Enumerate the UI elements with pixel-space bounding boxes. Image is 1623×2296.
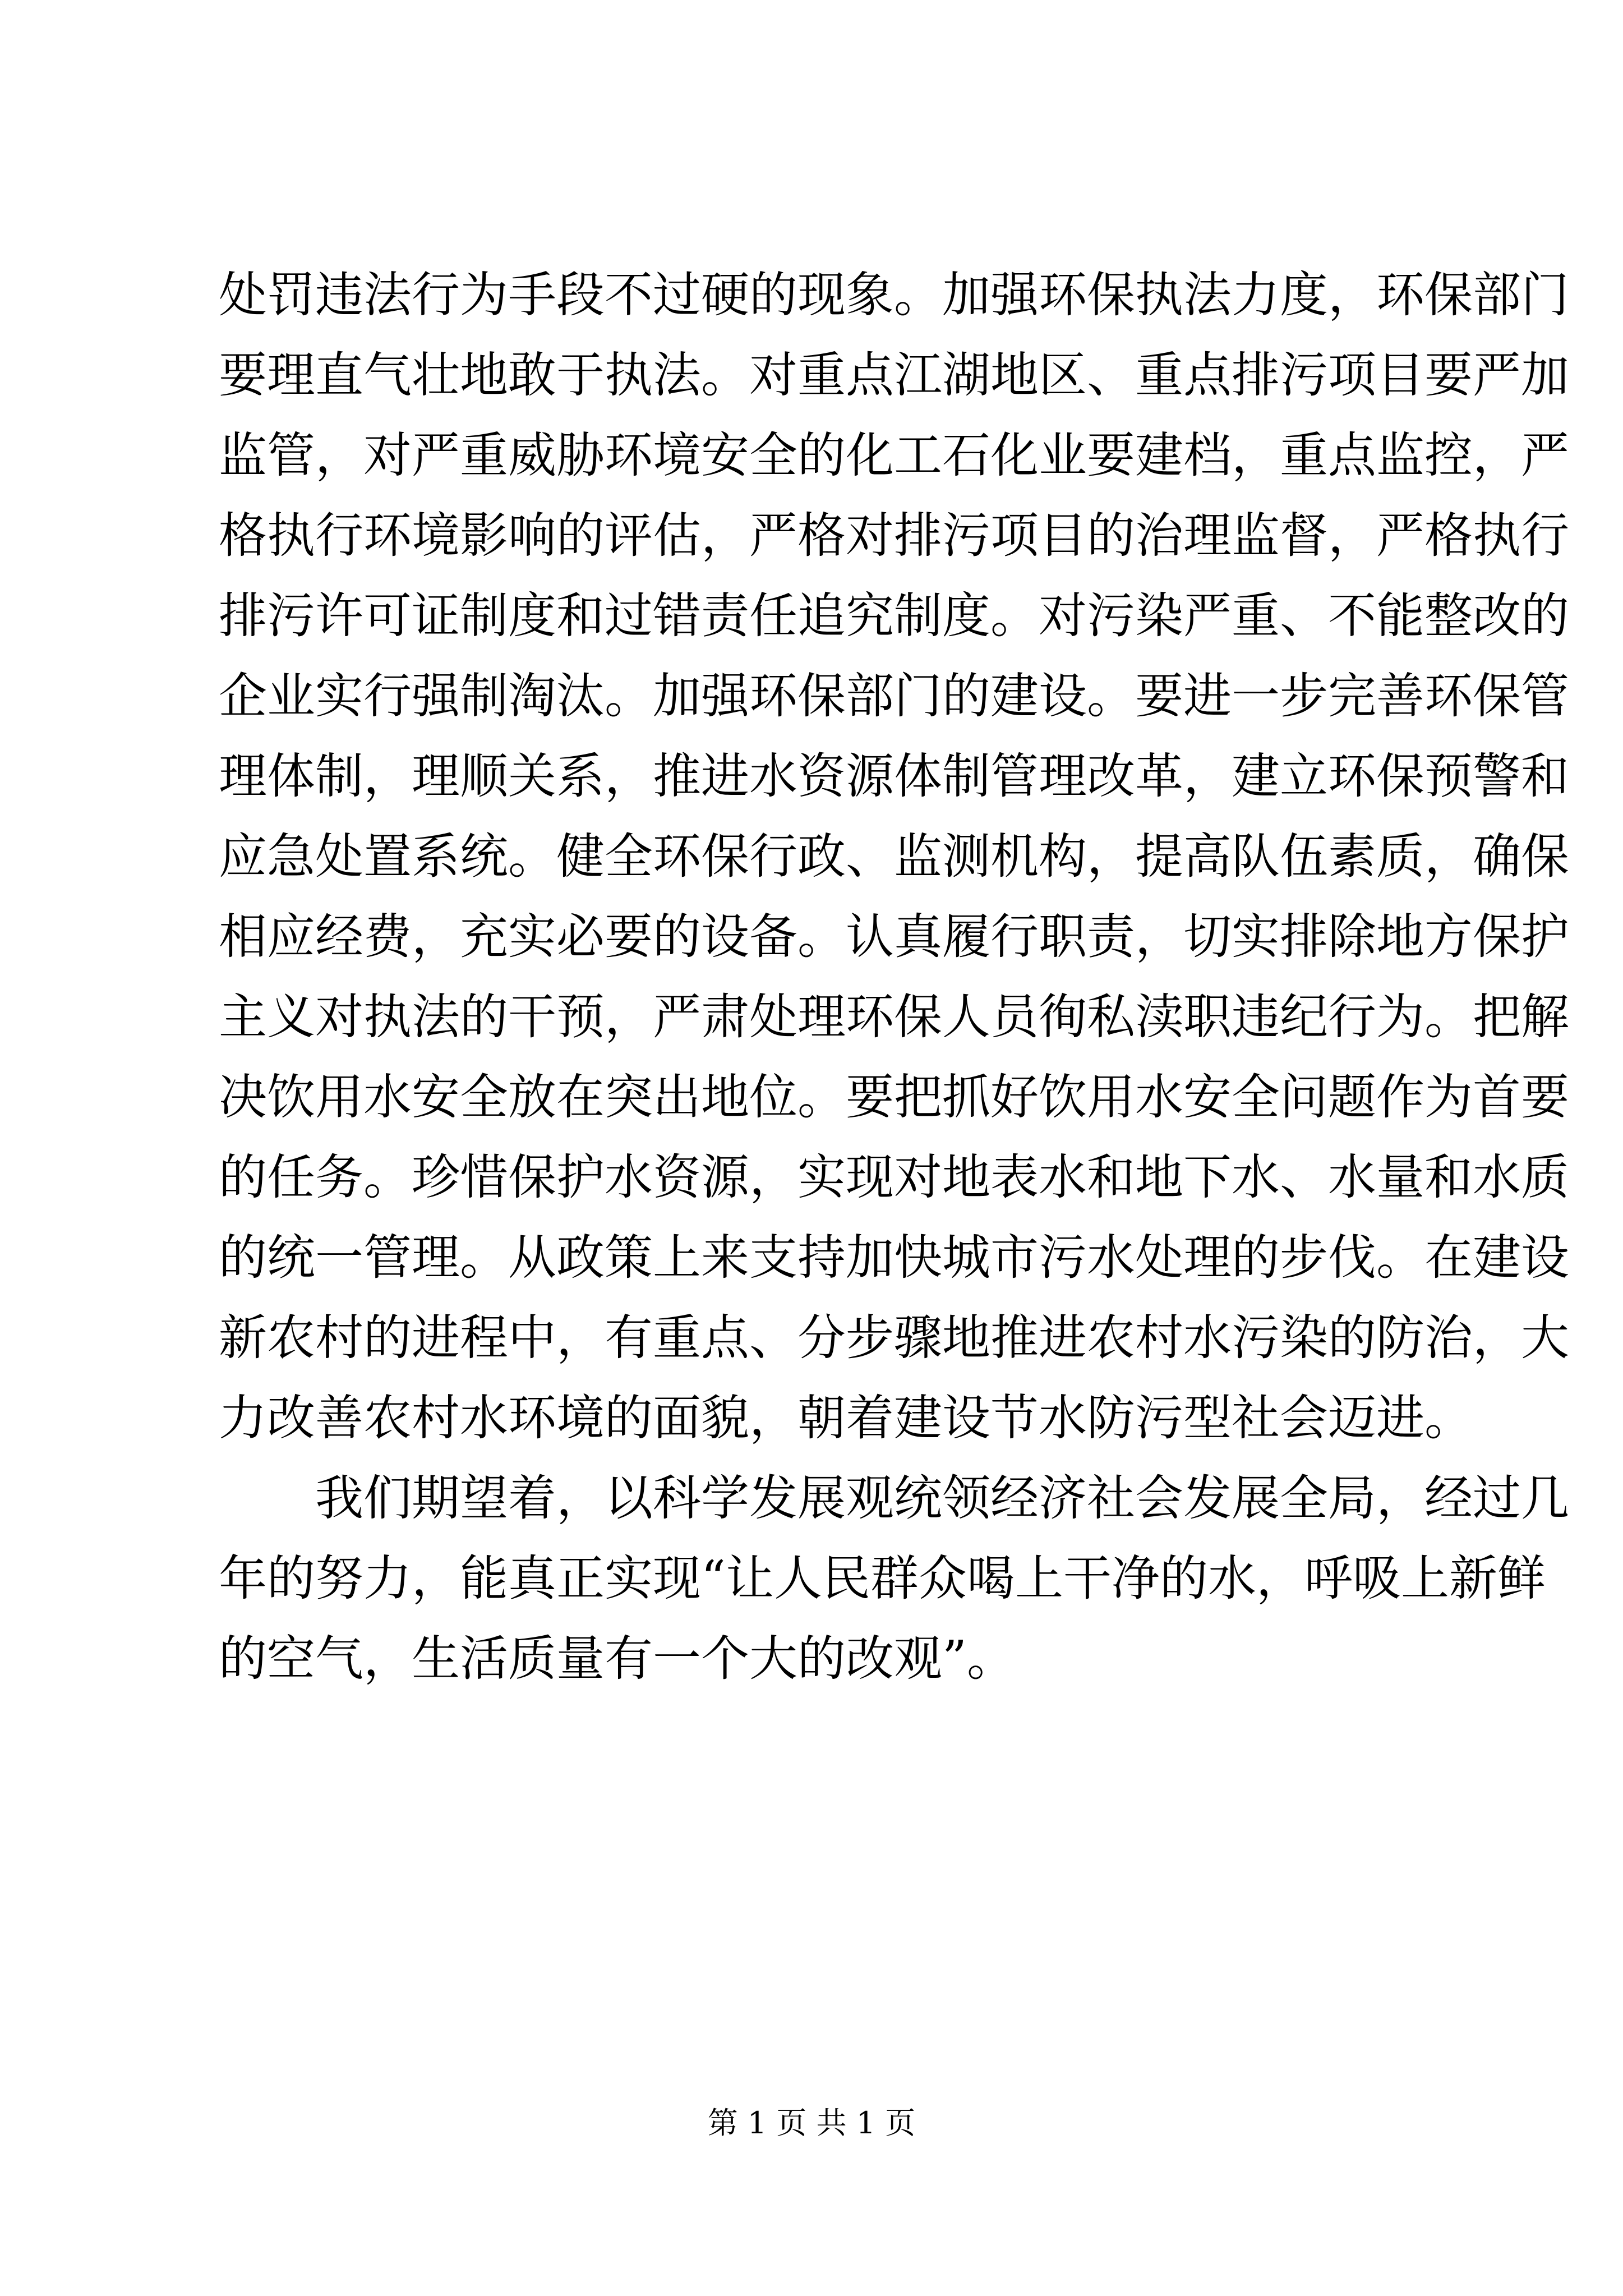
text-line: 应急处置系统。健全环保行政、监测机构，提高队伍素质，确保 [219, 829, 1569, 885]
text-line: 企业实行强制淘汰。加强环保部门的建设。要进一步完善环保管 [219, 668, 1569, 724]
text-line: 决饮用水安全放在突出地位。要把抓好饮用水安全问题作为首要 [219, 1069, 1569, 1125]
text-line: 排污许可证制度和过错责任追究制度。对污染严重、不能整改的 [219, 588, 1569, 644]
text-line: 格执行环境影响的评估，严格对排污项目的治理监督，严格执行 [219, 508, 1569, 564]
text-line: 的空气，生活质量有一个大的改观”。 [219, 1631, 1015, 1687]
text-line: 监管，对严重威胁环境安全的化工石化业要建档，重点监控，严 [219, 427, 1569, 484]
text-line: 的统一管理。从政策上来支持加快城市污水处理的步伐。在建设 [219, 1230, 1569, 1286]
text-line: 力改善农村水环境的面貌，朝着建设节水防污型社会迈进。 [219, 1390, 1473, 1446]
text-line: 要理直气壮地敢于执法。对重点江湖地区、重点排污项目要严加 [219, 347, 1569, 403]
paragraph-2 [219, 1458, 1569, 1699]
text-line: 我们期望着，以科学发展观统领经济社会发展全局，经过几 [315, 1470, 1569, 1526]
page-number-footer: 第 1 页 共 1 页 [707, 2105, 916, 2141]
text-line: 新农村的进程中，有重点、分步骤地推进农村水污染的防治，大 [219, 1310, 1569, 1366]
text-line: 主义对执法的干预，严肃处理环保人员徇私渎职违纪行为。把解 [219, 989, 1569, 1045]
document-body [219, 255, 1569, 1699]
text-line: 处罚违法行为手段不过硬的现象。加强环保执法力度，环保部门 [219, 267, 1569, 323]
text-line: 相应经费，充实必要的设备。认真履行职责，切实排除地方保护 [219, 909, 1569, 965]
text-line: 的任务。珍惜保护水资源，实现对地表水和地下水、水量和水质 [219, 1149, 1569, 1205]
text-line: 理体制，理顺关系，推进水资源体制管理改革，建立环保预警和 [219, 748, 1569, 804]
text-line: 年的努力，能真正实现“让人民群众喝上干净的水，呼吸上新鲜 [219, 1550, 1546, 1607]
paragraph-1 [219, 255, 1569, 1458]
